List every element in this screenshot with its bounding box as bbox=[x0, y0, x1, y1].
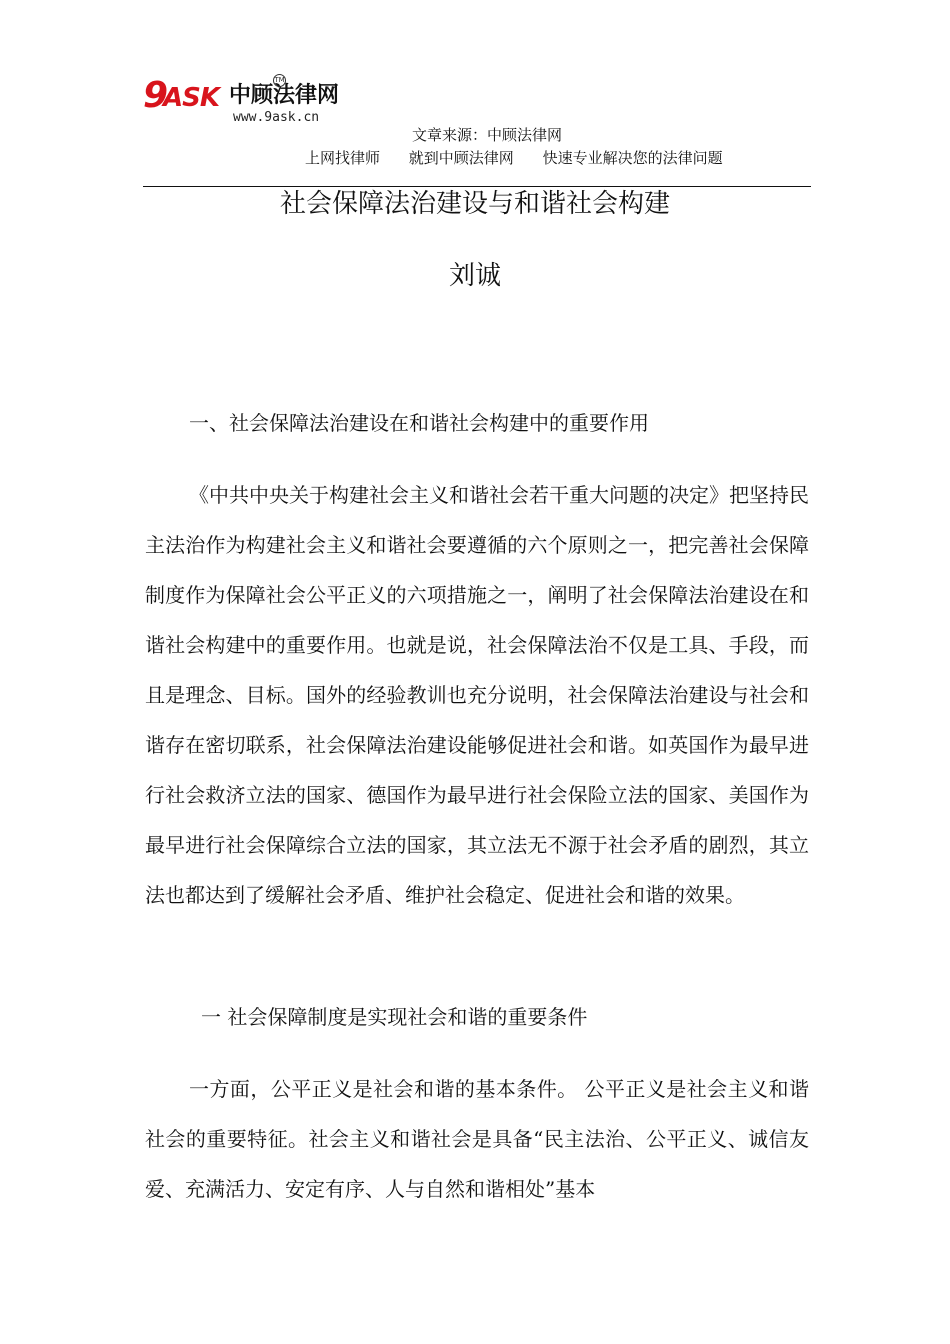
slogan-part-3: 快速专业解决您的法律问题 bbox=[542, 149, 723, 167]
paragraph-1: 《中共中央关于构建社会主义和谐社会若干重大问题的决定》把坚持民主法治作为构建社会主义和谐社会要遵循的六个原则之一，把完善社会保障制度作为保障社会公平正义的六项措施之一，阐明了社会保障法治建设在和谐社会构建中的重要作用。也就是说，社会保障法治不仅是工具、手段，而且是理念、目标。国外的经验教训也充分说明，社会保障法治建设与社会和谐存在密切联系，社会保障法治建设能够促进社会和谐。如英国作为最早进行社会救济立法的国家、德国作为最早进行社会保险立法的国家、美国作为最早进行社会保障综合立法的国家，其立法无不源于社会矛盾的剧烈，其立法也都达到了缓解社会矛盾、维护社会稳定、促进社会和谐的效果。 bbox=[145, 483, 809, 907]
logo-chinese-name: 中顾法律网 bbox=[229, 83, 340, 108]
paragraph-2: 一方面，公平正义是社会和谐的基本条件。 公平正义是社会主义和谐社会的重要特征。社会主义和谐社会是具备“民主法治、公平正义、诚信友爱、充满活力、安定有序、人与自然和谐相处”基本 bbox=[145, 1077, 809, 1201]
article-title: 社会保障法治建设与和谐社会构建 bbox=[279, 189, 670, 219]
header-slogan bbox=[305, 149, 747, 167]
logo-url: www.9ask.cn bbox=[233, 110, 320, 125]
logo-ask-text: ASK bbox=[163, 83, 219, 113]
section-heading-1: 一、社会保障法治建设在和谐社会构建中的重要作用 bbox=[189, 411, 649, 435]
slogan-part-1: 上网找律师 bbox=[305, 149, 381, 167]
section-heading-2: 一 社会保障制度是实现社会和谐的重要条件 bbox=[201, 1005, 588, 1029]
logo-mark: 9 bbox=[143, 75, 169, 116]
article-author: 刘诚 bbox=[448, 261, 501, 291]
site-logo[interactable] bbox=[143, 76, 363, 128]
article-source: 文章来源：中顾法律网 bbox=[412, 126, 563, 144]
slogan-part-2: 就到中顾法律网 bbox=[408, 149, 514, 167]
trademark-icon: TM bbox=[273, 74, 286, 87]
